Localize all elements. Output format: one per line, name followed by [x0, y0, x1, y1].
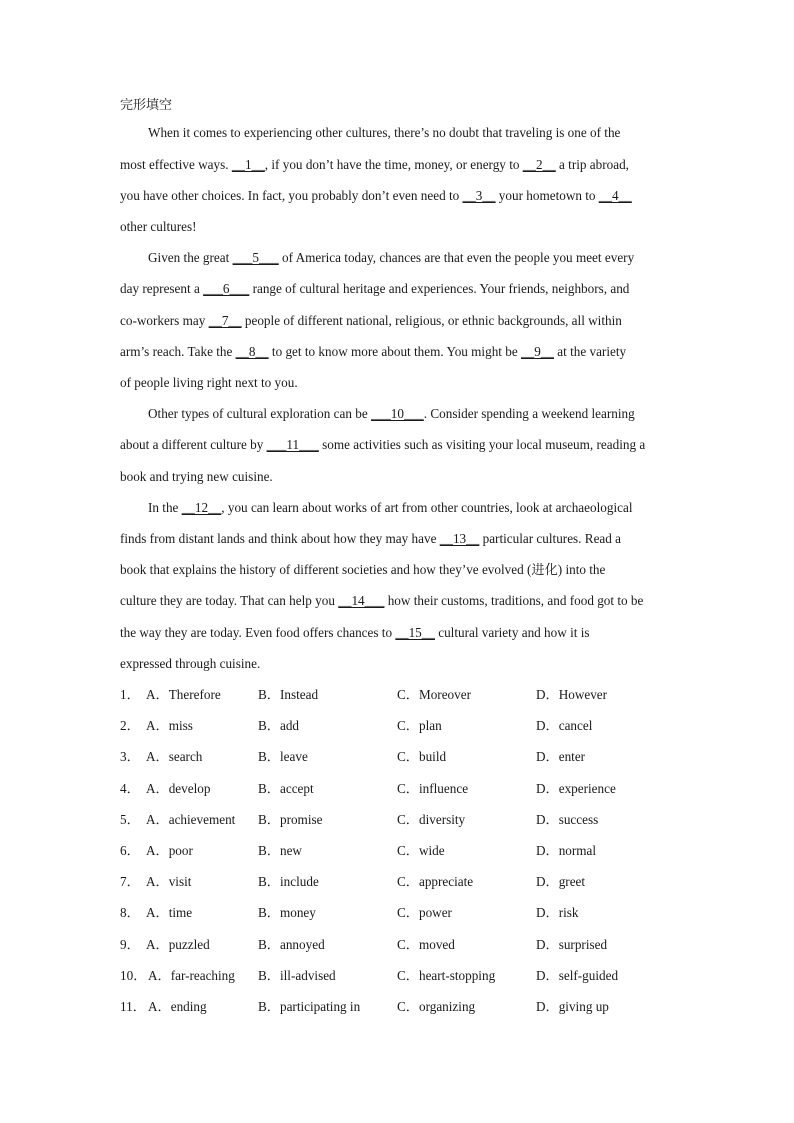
option-b: B．annoyed	[258, 937, 325, 952]
question-number: 5．	[120, 812, 140, 827]
answer-blank: ___6___	[203, 281, 250, 296]
option-b: B．add	[258, 718, 300, 733]
option-d: D．greet	[536, 874, 586, 889]
passage-line: Other types of cultural exploration can be ___10___. Consider spending a weekend learning	[148, 406, 635, 421]
option-b: B．promise	[258, 812, 323, 827]
passage-line: When it comes to experiencing other cultures, there’s no doubt that traveling is one of the	[148, 125, 621, 140]
passage-line: about a different culture by ___11___ some activities such as visiting your local museum, reading a	[120, 437, 646, 452]
answer-blank: __9__	[521, 344, 554, 359]
passage-line: finds from distant lands and think about how they may have __13__ particular cultures. Read a	[120, 531, 622, 546]
passage-line: you have other choices. In fact, you probably don’t even need to __3__ your hometown to __4__	[120, 188, 632, 203]
option-a: A．far-reaching	[148, 968, 235, 983]
passage-line: of people living right next to you.	[120, 375, 298, 390]
answer-blank: __15__	[395, 625, 435, 640]
option-b: B．include	[258, 874, 319, 889]
question-number: 2．	[120, 718, 140, 733]
option-c: C．wide	[397, 843, 445, 858]
answer-blank: __4__	[598, 188, 632, 203]
option-c: C．diversity	[397, 812, 466, 827]
answer-blank: __8__	[235, 344, 269, 359]
option-a: A．miss	[146, 718, 193, 733]
option-c: C．moved	[397, 937, 455, 952]
option-b: B．leave	[258, 749, 308, 764]
passage-line: Given the great ___5___ of America today, chances are that even the people you meet every	[148, 250, 635, 265]
option-a: A．puzzled	[146, 937, 210, 952]
option-d: D．normal	[536, 843, 597, 858]
question-number: 10．	[120, 968, 147, 983]
passage-line: book that explains the history of different societies and how they’ve evolved (进化) into the	[120, 562, 606, 577]
page-title: 完形填空	[120, 98, 173, 113]
question-number: 9．	[120, 937, 140, 952]
option-a: A．achievement	[146, 812, 236, 827]
question-number: 6．	[120, 843, 140, 858]
option-a: A．search	[146, 749, 203, 764]
option-d: D．cancel	[536, 718, 593, 733]
option-d: D．self-guided	[536, 968, 619, 983]
option-c: C．appreciate	[397, 874, 474, 889]
question-number: 3．	[120, 749, 140, 764]
answer-blank: ___5___	[232, 250, 279, 265]
question-number: 7．	[120, 874, 140, 889]
option-b: B．new	[258, 843, 302, 858]
option-d: D．enter	[536, 749, 586, 764]
passage-line: arm’s reach. Take the __8__ to get to know more about them. You might be __9__ at the variety	[120, 344, 627, 359]
passage-line: co-workers may __7__ people of different national, religious, or ethnic backgrounds, all within	[120, 313, 622, 328]
option-c: C．power	[397, 905, 452, 920]
passage-line: culture they are today. That can help you __14___ how their customs, traditions, and food got to be	[120, 593, 644, 608]
option-c: C．influence	[397, 781, 469, 796]
option-d: D．surprised	[536, 937, 608, 952]
answer-blank: __12__	[181, 500, 222, 515]
option-c: C．build	[397, 749, 447, 764]
option-b: B．money	[258, 905, 316, 920]
option-b: B．ill-advised	[258, 968, 336, 983]
option-b: B．participating in	[258, 999, 361, 1014]
passage-line: expressed through cuisine.	[120, 656, 261, 671]
passage-line: book and trying new cuisine.	[120, 469, 273, 484]
option-c: C．Moreover	[397, 687, 471, 702]
answer-blank: __7__	[208, 313, 242, 328]
answer-blank: __1__	[231, 157, 265, 172]
answer-blank: __13__	[439, 531, 480, 546]
answer-blank: ___11___	[266, 437, 319, 452]
question-number: 1．	[120, 687, 140, 702]
option-c: C．organizing	[397, 999, 476, 1014]
option-a: A．ending	[148, 999, 207, 1014]
question-number: 4．	[120, 781, 140, 796]
option-d: D．However	[536, 687, 608, 702]
option-a: A．poor	[146, 843, 193, 858]
option-d: D．risk	[536, 905, 579, 920]
option-a: A．develop	[146, 781, 211, 796]
answer-blank: ___10___	[371, 406, 424, 421]
passage-line: day represent a ___6___ range of cultural heritage and experiences. Your friends, neighbors, and	[120, 281, 630, 296]
passage-line: In the __12__, you can learn about works of art from other countries, look at archaeological	[148, 500, 633, 515]
question-number: 11．	[120, 999, 146, 1014]
option-c: C．heart-stopping	[397, 968, 496, 983]
option-b: B．Instead	[258, 687, 319, 702]
option-d: D．giving up	[536, 999, 609, 1014]
option-a: A．visit	[146, 874, 192, 889]
option-a: A．time	[146, 905, 193, 920]
passage-line: the way they are today. Even food offers chances to __15__ cultural variety and how it is	[120, 625, 590, 640]
passage-line: other cultures!	[120, 219, 197, 234]
passage-line: most effective ways. __1__, if you don’t have the time, money, or energy to __2__ a trip abroad,	[120, 157, 629, 172]
answer-blank: __3__	[462, 188, 496, 203]
answer-blank: __14___	[338, 593, 385, 608]
option-a: A．Therefore	[146, 687, 221, 702]
answer-blank: __2__	[522, 157, 556, 172]
option-d: D．experience	[536, 781, 616, 796]
option-d: D．success	[536, 812, 599, 827]
question-number: 8．	[120, 905, 140, 920]
option-c: C．plan	[397, 718, 442, 733]
option-b: B．accept	[258, 781, 314, 796]
